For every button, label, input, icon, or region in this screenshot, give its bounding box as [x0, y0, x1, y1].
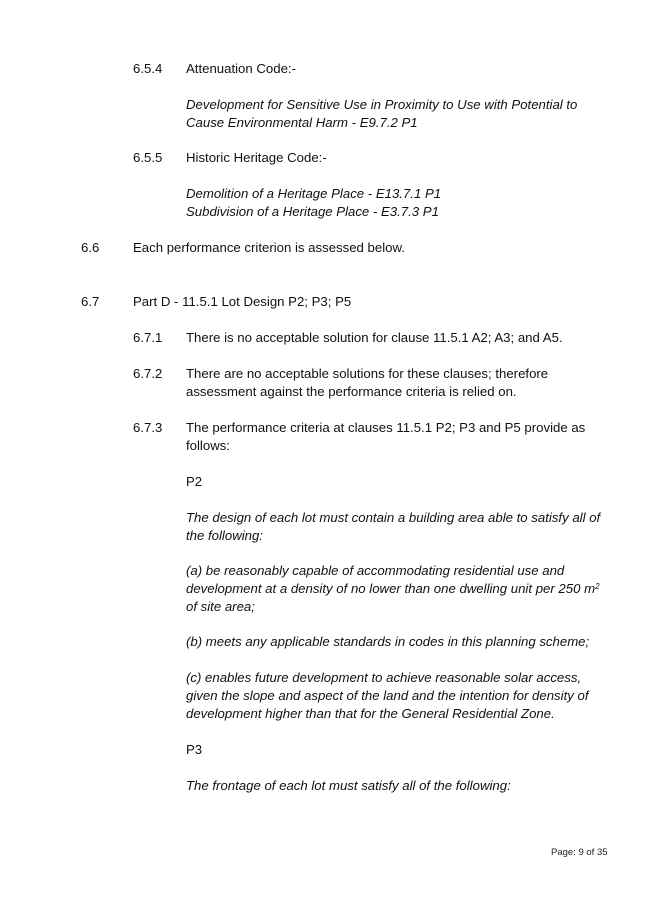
p2-item-a-line-1: (a) be reasonably capable of accommodating residential use and: [186, 563, 565, 578]
p2-item-a-line-2-text: development at a density of no lower than one dwelling unit per 250 m: [186, 581, 596, 596]
section-text-6-7-2-line-1: There are no acceptable solutions for these clauses; therefore: [186, 366, 549, 381]
section-text-6-7-1: There is no acceptable solution for clause 11.5.1 A2; A3; and A5.: [186, 330, 563, 345]
p2-intro-line-1: The design of each lot must contain a building area able to satisfy all of: [186, 510, 601, 525]
attenuation-line-2: Cause Environmental Harm - E9.7.2 P1: [186, 115, 418, 130]
p3-intro: The frontage of each lot must satisfy all of the following:: [186, 778, 511, 793]
p2-item-c-line-3: development higher than that for the General Residential Zone.: [186, 706, 555, 721]
section-number-6-6: 6.6: [81, 240, 100, 255]
heritage-line-2: Subdivision of a Heritage Place - E3.7.3 P1: [186, 204, 439, 219]
section-number-6-7-2: 6.7.2: [133, 366, 163, 381]
criterion-label-p3: P3: [186, 742, 203, 757]
section-number-6-5-4: 6.5.4: [133, 61, 163, 76]
section-number-6-5-5: 6.5.5: [133, 150, 163, 165]
section-text-6-7-3-line-2: follows:: [186, 438, 230, 453]
section-text-6-7-3-line-1: The performance criteria at clauses 11.5.1 P2; P3 and P5 provide as: [186, 420, 586, 435]
section-number-6-7-3: 6.7.3: [133, 420, 163, 435]
p2-item-c-line-2: given the slope and aspect of the land and the intention for density of: [186, 688, 589, 703]
p2-item-b: (b) meets any applicable standards in codes in this planning scheme;: [186, 634, 590, 649]
p2-intro-line-2: the following:: [186, 528, 263, 543]
criterion-label-p2: P2: [186, 474, 203, 489]
p2-item-c-line-1: (c) enables future development to achieve reasonable solar access,: [186, 670, 582, 685]
section-text-6-7-2-line-2: assessment against the performance criteria is relied on.: [186, 384, 517, 399]
section-heading-attenuation-code: Attenuation Code:-: [186, 61, 296, 76]
section-heading-heritage-code: Historic Heritage Code:-: [186, 150, 327, 165]
section-number-6-7: 6.7: [81, 294, 100, 309]
section-number-6-7-1: 6.7.1: [133, 330, 163, 345]
attenuation-line-1: Development for Sensitive Use in Proximity to Use with Potential to: [186, 97, 578, 112]
heritage-line-1: Demolition of a Heritage Place - E13.7.1 P1: [186, 186, 442, 201]
p2-item-a-line-2: [186, 580, 600, 598]
p2-item-a-line-3: of site area;: [186, 599, 255, 614]
section-heading-6-7: Part D - 11.5.1 Lot Design P2; P3; P5: [133, 294, 352, 309]
section-text-6-6: Each performance criterion is assessed below.: [133, 240, 405, 255]
page-number: Page: 9 of 35: [551, 847, 608, 858]
superscript-2: 2: [595, 582, 600, 591]
